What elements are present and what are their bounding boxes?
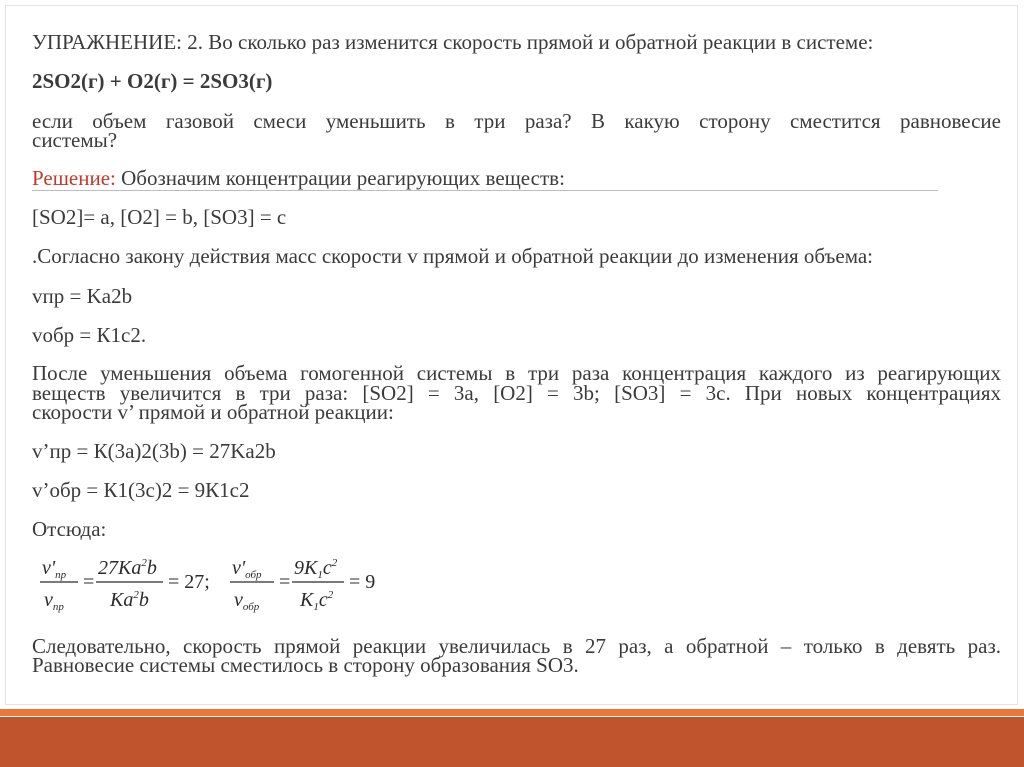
solution-line (32, 168, 1001, 188)
frac1-denominator: $v_{пр}$ (44, 589, 64, 613)
after-change-line-2: веществ увеличится в три раза: [SO2] = 3a, [O2] = 3b; [SO3] = 3c. При новых концентрациях (32, 381, 1001, 405)
frac1-numerator: $v'_{пр}$ (42, 557, 67, 581)
mass-action-line: .Согласно закону действия масс скорости v прямой и обратной реакции до изменения объема: (32, 244, 873, 268)
frac2-denominator: Ka$^2$b (110, 589, 149, 611)
v-reverse-line: vобр = К1с2. (32, 323, 147, 347)
frac4-numerator: $9K_1c^2$ (294, 557, 338, 581)
concentrations-line: [SO2]= a, [O2] = b, [SO3] = c (32, 205, 287, 229)
eq-sign-1: = (83, 571, 95, 593)
reaction-equation: 2SO2(г) + O2(г) = 2SO3(г) (32, 69, 273, 93)
rate-ratio-formula (38, 548, 378, 618)
eq-sign-3: = (279, 571, 291, 593)
question-line-2: системы? (32, 128, 118, 152)
footer-accent-bar (0, 709, 1024, 716)
footer-bar (0, 717, 1024, 767)
frac4-denominator: $K_1c^2$ (300, 589, 334, 613)
solution-text: Обозначим концентрации реагирующих веществ: (115, 166, 565, 190)
frac3-numerator: $v'_{обр}$ (232, 557, 262, 581)
conclusion-line-1: Следовательно, скорость прямой реакции увеличилась в 27 раз, а обратной – только в девять раз. (32, 634, 1001, 658)
exercise-line (32, 32, 1001, 52)
result-2: = 9 (349, 571, 376, 593)
v-reverse-new-line: v’обр = К1(3c)2 = 9К1c2 (32, 478, 250, 502)
frac2-numerator: 27Ka$^2$b (98, 557, 157, 579)
v-forward-line: vпр = Ka2b (32, 284, 133, 308)
conclusion-line-2: Равновесие системы сместилось в сторону образования SO3. (32, 653, 579, 677)
formula-svg (38, 548, 378, 618)
exercise-label: УПРАЖНЕНИЕ: (32, 30, 182, 54)
after-change-line-1: После уменьшения объема гомогенной системы в три раза концентрация каждого из реагирующих (32, 361, 1001, 385)
exercise-text: 2. Во сколько раз изменится скорость прямой и обратной реакции в системе: (182, 30, 874, 54)
divider (32, 190, 938, 191)
result-1: = 27; (168, 571, 210, 593)
after-change-line-3: скорости v’ прямой и обратной реакции: (32, 400, 394, 424)
solution-label: Решение: (32, 166, 116, 190)
v-forward-new-line: v’пр = К(3a)2(3b) = 27Ka2b (32, 439, 276, 463)
question-line-1: если объем газовой смеси уменьшить в три раза? В какую сторону сместится равновесие (32, 109, 1001, 133)
hence-line: Отсюда: (32, 517, 107, 541)
frac3-denominator: $v_{обр}$ (234, 589, 260, 613)
